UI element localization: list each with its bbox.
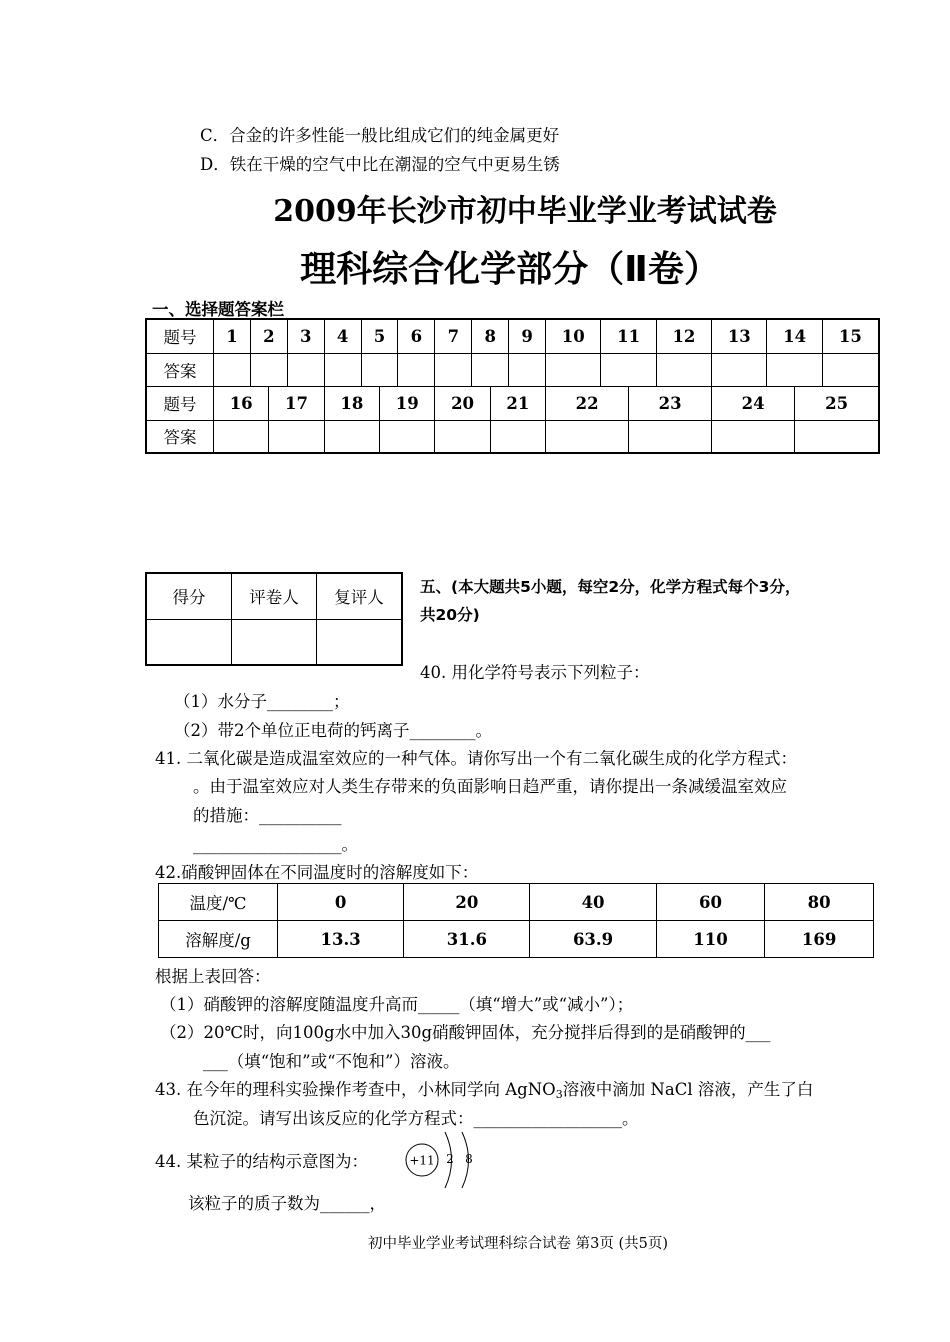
row-label: 答案	[146, 420, 214, 453]
temperature-value: 20	[404, 884, 530, 921]
temperature-value: 80	[765, 884, 874, 921]
answer-cell[interactable]	[269, 420, 324, 453]
answer-cell[interactable]	[795, 420, 879, 453]
question-number-row-1	[146, 319, 879, 353]
question-number: 18	[324, 386, 379, 420]
section5-heading-line2: 共20分)	[420, 606, 480, 624]
solubility-table	[158, 883, 874, 958]
answer-cell[interactable]	[324, 353, 361, 386]
temperature-value: 40	[530, 884, 656, 921]
q40-part1: （1）水分子________；	[174, 692, 350, 711]
question-number: 10	[546, 319, 601, 353]
question-number: 24	[712, 386, 795, 420]
question-number: 4	[324, 319, 361, 353]
atomic-structure-diagram	[400, 1128, 490, 1192]
question-number: 2	[250, 319, 287, 353]
answer-cell[interactable]	[435, 353, 472, 386]
question-number: 12	[656, 319, 711, 353]
q43-line1	[155, 1076, 813, 1101]
question-number: 22	[546, 386, 629, 420]
q44-stem: 44. 某粒子的结构示意图为：	[155, 1152, 368, 1171]
solubility-value: 110	[656, 921, 765, 958]
score-box	[145, 572, 403, 666]
temperature-value: 0	[278, 884, 404, 921]
page-subtitle: 理科综合化学部分（Ⅱ卷）	[300, 249, 720, 290]
reviewer-header: 复评人	[317, 573, 403, 619]
answer-cell[interactable]	[767, 353, 822, 386]
q40-part2: （2）带2个单位正电荷的钙离子________。	[174, 721, 492, 740]
question-number: 13	[712, 319, 767, 353]
question-number: 8	[472, 319, 509, 353]
answer-cell[interactable]	[712, 353, 767, 386]
answer-cell[interactable]	[601, 353, 656, 386]
q42-stem: 42.硝酸钾固体在不同温度时的溶解度如下：	[155, 863, 479, 882]
answer-cell[interactable]	[324, 420, 379, 453]
row-label: 温度/℃	[159, 884, 278, 921]
q43-subscript: 3	[555, 1088, 563, 1101]
reviewer-cell[interactable]	[317, 619, 403, 665]
option-d: D．铁在干燥的空气中比在潮湿的空气中更易生锈	[200, 155, 560, 174]
page-title: 2009年长沙市初中毕业学业考试试卷	[273, 194, 777, 229]
row-label: 题号	[146, 386, 214, 420]
temperature-row	[159, 884, 874, 921]
question-number: 21	[490, 386, 545, 420]
answer-cell[interactable]	[435, 420, 490, 453]
question-number: 19	[380, 386, 435, 420]
q41-line3: 的措施：__________	[193, 806, 342, 825]
grader-header: 评卷人	[232, 573, 317, 619]
answer-cell[interactable]	[546, 353, 601, 386]
shell2-electrons: 8	[465, 1152, 473, 1166]
question-number: 3	[287, 319, 324, 353]
question-number: 9	[509, 319, 546, 353]
answer-cell[interactable]	[214, 353, 251, 386]
grader-cell[interactable]	[232, 619, 317, 665]
q44-line2: 该粒子的质子数为______，	[188, 1194, 386, 1213]
q41-line2: 。由于温室效应对人类生存带来的负面影响日趋严重，请你提出一条减缓温室效应	[193, 777, 787, 796]
solubility-row	[159, 921, 874, 958]
q42-answer-intro: 根据上表回答：	[155, 967, 271, 986]
answer-cell[interactable]	[361, 353, 398, 386]
q41-line1: 41. 二氧化碳是造成温室效应的一种气体。请你写出一个有二氧化碳生成的化学方程式：	[155, 749, 797, 768]
answer-cell[interactable]	[822, 353, 879, 386]
q40-stem: 40. 用化学符号表示下列粒子：	[420, 663, 650, 682]
question-number: 1	[214, 319, 251, 353]
section5-heading-line1: 五、(本大题共5小题，每空2分，化学方程式每个3分，	[420, 578, 801, 596]
question-number: 15	[822, 319, 879, 353]
q41-line4: __________________。	[193, 835, 358, 854]
q42-part1: （1）硝酸钾的溶解度随温度升高而_____（填“增大”或“减小”）；	[160, 995, 634, 1014]
question-number: 7	[435, 319, 472, 353]
answer-cell[interactable]	[712, 420, 795, 453]
question-number: 23	[629, 386, 712, 420]
q42-part2-line1: （2）20℃时，向100g水中加入30g硝酸钾固体，充分搅拌后得到的是硝酸钾的___	[160, 1023, 771, 1042]
q43-line1-text-b: 溶液中滴加 NaCl 溶液，产生了白	[562, 1080, 814, 1099]
q42-part2-line2: ___（填“饱和”或“不饱和”）溶液。	[203, 1052, 460, 1071]
row-label: 溶解度/g	[159, 921, 278, 958]
answer-table	[145, 318, 880, 454]
nucleus-charge: +11	[409, 1153, 435, 1168]
section1-heading: 一、选择题答案栏	[152, 300, 284, 319]
q43-line2: 色沉淀。请写出该反应的化学方程式：__________________。	[193, 1109, 639, 1128]
score-cell[interactable]	[146, 619, 232, 665]
temperature-value: 60	[656, 884, 765, 921]
answer-row-1	[146, 353, 879, 386]
row-label: 答案	[146, 353, 214, 386]
question-number: 16	[214, 386, 269, 420]
answer-cell[interactable]	[656, 353, 711, 386]
answer-cell[interactable]	[287, 353, 324, 386]
answer-cell[interactable]	[509, 353, 546, 386]
question-number: 5	[361, 319, 398, 353]
q43-line1-text-a: 43. 在今年的理科实验操作考查中，小林同学向 AgNO	[155, 1080, 556, 1099]
answer-cell[interactable]	[380, 420, 435, 453]
solubility-value: 13.3	[278, 921, 404, 958]
question-number: 11	[601, 319, 656, 353]
question-number-row-2	[146, 386, 879, 420]
score-header: 得分	[146, 573, 232, 619]
answer-cell[interactable]	[546, 420, 629, 453]
option-c: C．合金的许多性能一般比组成它们的纯金属更好	[200, 126, 560, 145]
answer-cell[interactable]	[398, 353, 435, 386]
answer-cell[interactable]	[250, 353, 287, 386]
answer-cell[interactable]	[472, 353, 509, 386]
answer-cell[interactable]	[629, 420, 712, 453]
row-label: 题号	[146, 319, 214, 353]
solubility-value: 169	[765, 921, 874, 958]
question-number: 6	[398, 319, 435, 353]
page-footer: 初中毕业学业考试理科综合试卷 第3页 (共5页)	[368, 1236, 668, 1252]
answer-cell[interactable]	[214, 420, 269, 453]
solubility-value: 63.9	[530, 921, 656, 958]
question-number: 20	[435, 386, 490, 420]
shell1-electrons: 2	[446, 1152, 454, 1166]
answer-row-2	[146, 420, 879, 453]
solubility-value: 31.6	[404, 921, 530, 958]
answer-cell[interactable]	[490, 420, 545, 453]
question-number: 14	[767, 319, 822, 353]
question-number: 25	[795, 386, 879, 420]
question-number: 17	[269, 386, 324, 420]
